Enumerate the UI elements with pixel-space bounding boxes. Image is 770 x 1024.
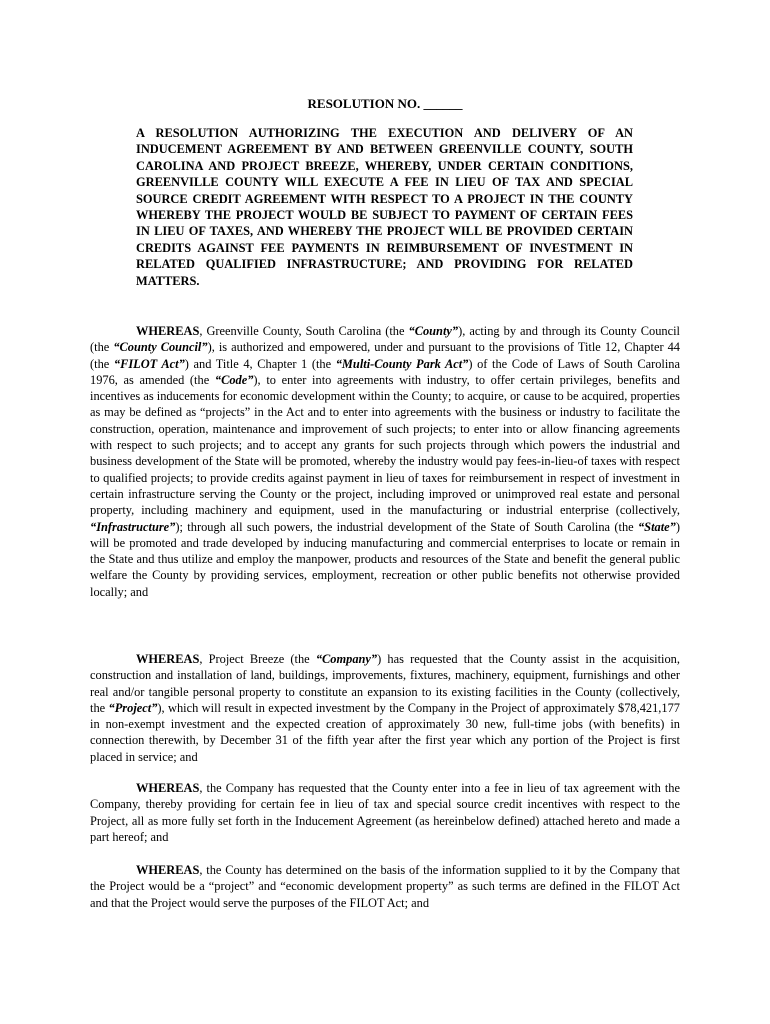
defined-term: “Multi-County Park Act”	[335, 356, 469, 371]
whereas-lead: WHEREAS	[136, 863, 200, 877]
resolution-heading: A RESOLUTION AUTHORIZING THE EXECUTION AND DELIVERY OF AN INDUCEMENT AGREEMENT BY AND BETWEEN GREENVILLE COUNTY, SOUTH CAROLINA AND PROJECT BREEZE, WHEREBY, UNDER CERTAIN CONDITIONS, GREENVILLE COUNTY WILL EXECUTE A FEE IN LIEU OF TAX AND SPECIAL SOURCE CREDIT AGREEMENT WITH RESPECT TO A PROJECT IN THE COUNTY WHEREBY THE PROJECT WOULD BE SUBJECT TO PAYMENT OF CERTAIN FEES IN LIEU OF TAXES, AND WHEREBY THE PROJECT WILL BE PROVIDED CERTAIN CREDITS AGAINST FEE PAYMENTS IN REIMBURSEMENT OF INVESTMENT IN RELATED QUALIFIED INFRASTRUCTURE; AND PROVIDING FOR RELATED MATTERS.	[136, 126, 633, 288]
defined-term: “Company”	[315, 652, 378, 666]
defined-term: “Project”	[108, 700, 158, 715]
defined-term: “County”	[408, 324, 459, 338]
resolution-title: RESOLUTION NO. ______	[307, 96, 463, 111]
whereas-paragraph-4	[90, 862, 680, 911]
defined-term: “County Council”	[113, 340, 208, 355]
paragraph-text: ), is authorized and empowered, under and pursuant to the provisions of Title 12, Chapter 44 (the	[90, 340, 680, 371]
paragraph-text: , the Company has requested that the County enter into a fee in lieu of tax agreement with the Company, thereby providing for certain fee in lieu of tax and special source credit incentives with respect to the Project, all as more fully set forth in the Inducement Agreement (as hereinbelow defined) attached hereto and made a part hereof; and	[90, 781, 680, 844]
whereas-lead: WHEREAS	[136, 324, 200, 338]
paragraph-text: , the County has determined on the basis of the information supplied to it by the Company that the Project would be a “project” and “economic development property” as such terms are defined in the FILOT Act and that the Project would serve the purposes of the FILOT Act; and	[90, 863, 680, 910]
paragraph-text: ), which will result in expected investment by the Company in the Project of approximately $78,421,177 in non-exempt investment and the expected creation of approximately 30 new, full-time jobs (with benefits) in connection therewith, by December 31 of the fifth year after the first year which any portion of the Project is first placed in service; and	[90, 700, 680, 764]
whereas-paragraph-2	[90, 651, 680, 765]
paragraph-text: ) will be promoted and trade developed by inducing manufacturing and commercial enterprises to locate or remain in the State and thus utilize and employ the manpower, products and resources of the State and benefit the general public welfare the County by providing services, employment, recreation or other public benefits not otherwise provided locally; and	[90, 519, 680, 599]
defined-term: “State”	[637, 519, 676, 534]
paragraph-text: ), acting by and through its County Council (the	[90, 324, 680, 355]
paragraph-text: ) and Title 4, Chapter 1 (the	[184, 356, 336, 371]
whereas-paragraph-1	[90, 323, 680, 600]
defined-term: “Infrastructure”	[90, 519, 176, 534]
whereas-lead: WHEREAS	[136, 781, 200, 795]
defined-term: “Code”	[214, 372, 254, 387]
paragraph-text: , Project Breeze (the	[199, 652, 316, 666]
whereas-paragraph-3	[90, 780, 680, 845]
paragraph-text: ) of the Code of Laws of South Carolina 1976, as amended (the	[90, 356, 680, 387]
paragraph-text: ) has requested that the County assist in the acquisition, construction and installation of land, buildings, improvements, fixtures, machinery, equipment, furnishings and other real and/or tangible personal property to constitute an expansion to its existing facilities in the County (collectively, the	[90, 652, 680, 715]
paragraph-text: , Greenville County, South Carolina (the	[199, 324, 409, 338]
paragraph-text: ); through all such powers, the industrial development of the State of South Carolina (the	[175, 519, 638, 534]
whereas-lead: WHEREAS	[136, 652, 200, 666]
defined-term: “FILOT Act”	[113, 356, 185, 371]
paragraph-text: ), to enter into agreements with industry, to offer certain privileges, benefits and incentives as inducements for economic development within the County; to acquire, or cause to be acquired, properties as may be defined as “projects” in the Act and to enter into agreements with the business or industry to facilitate the construction, operation, maintenance and improvement of such projects; to enter into or allow financing agreements with respect to such projects; and to accept any grants for such projects through which powers the industrial and business development of the State will be promoted, whereby the industry would pay fees-in-lieu-of taxes with respect to qualified projects; to provide credits against payment in lieu of taxes for reimbursement in respect of investment in certain infrastructure serving the County or the project, including improved or unimproved real estate and personal property, including machinery and equipment, used in the manufacturing or industrial enterprise (collectively,	[90, 372, 680, 518]
